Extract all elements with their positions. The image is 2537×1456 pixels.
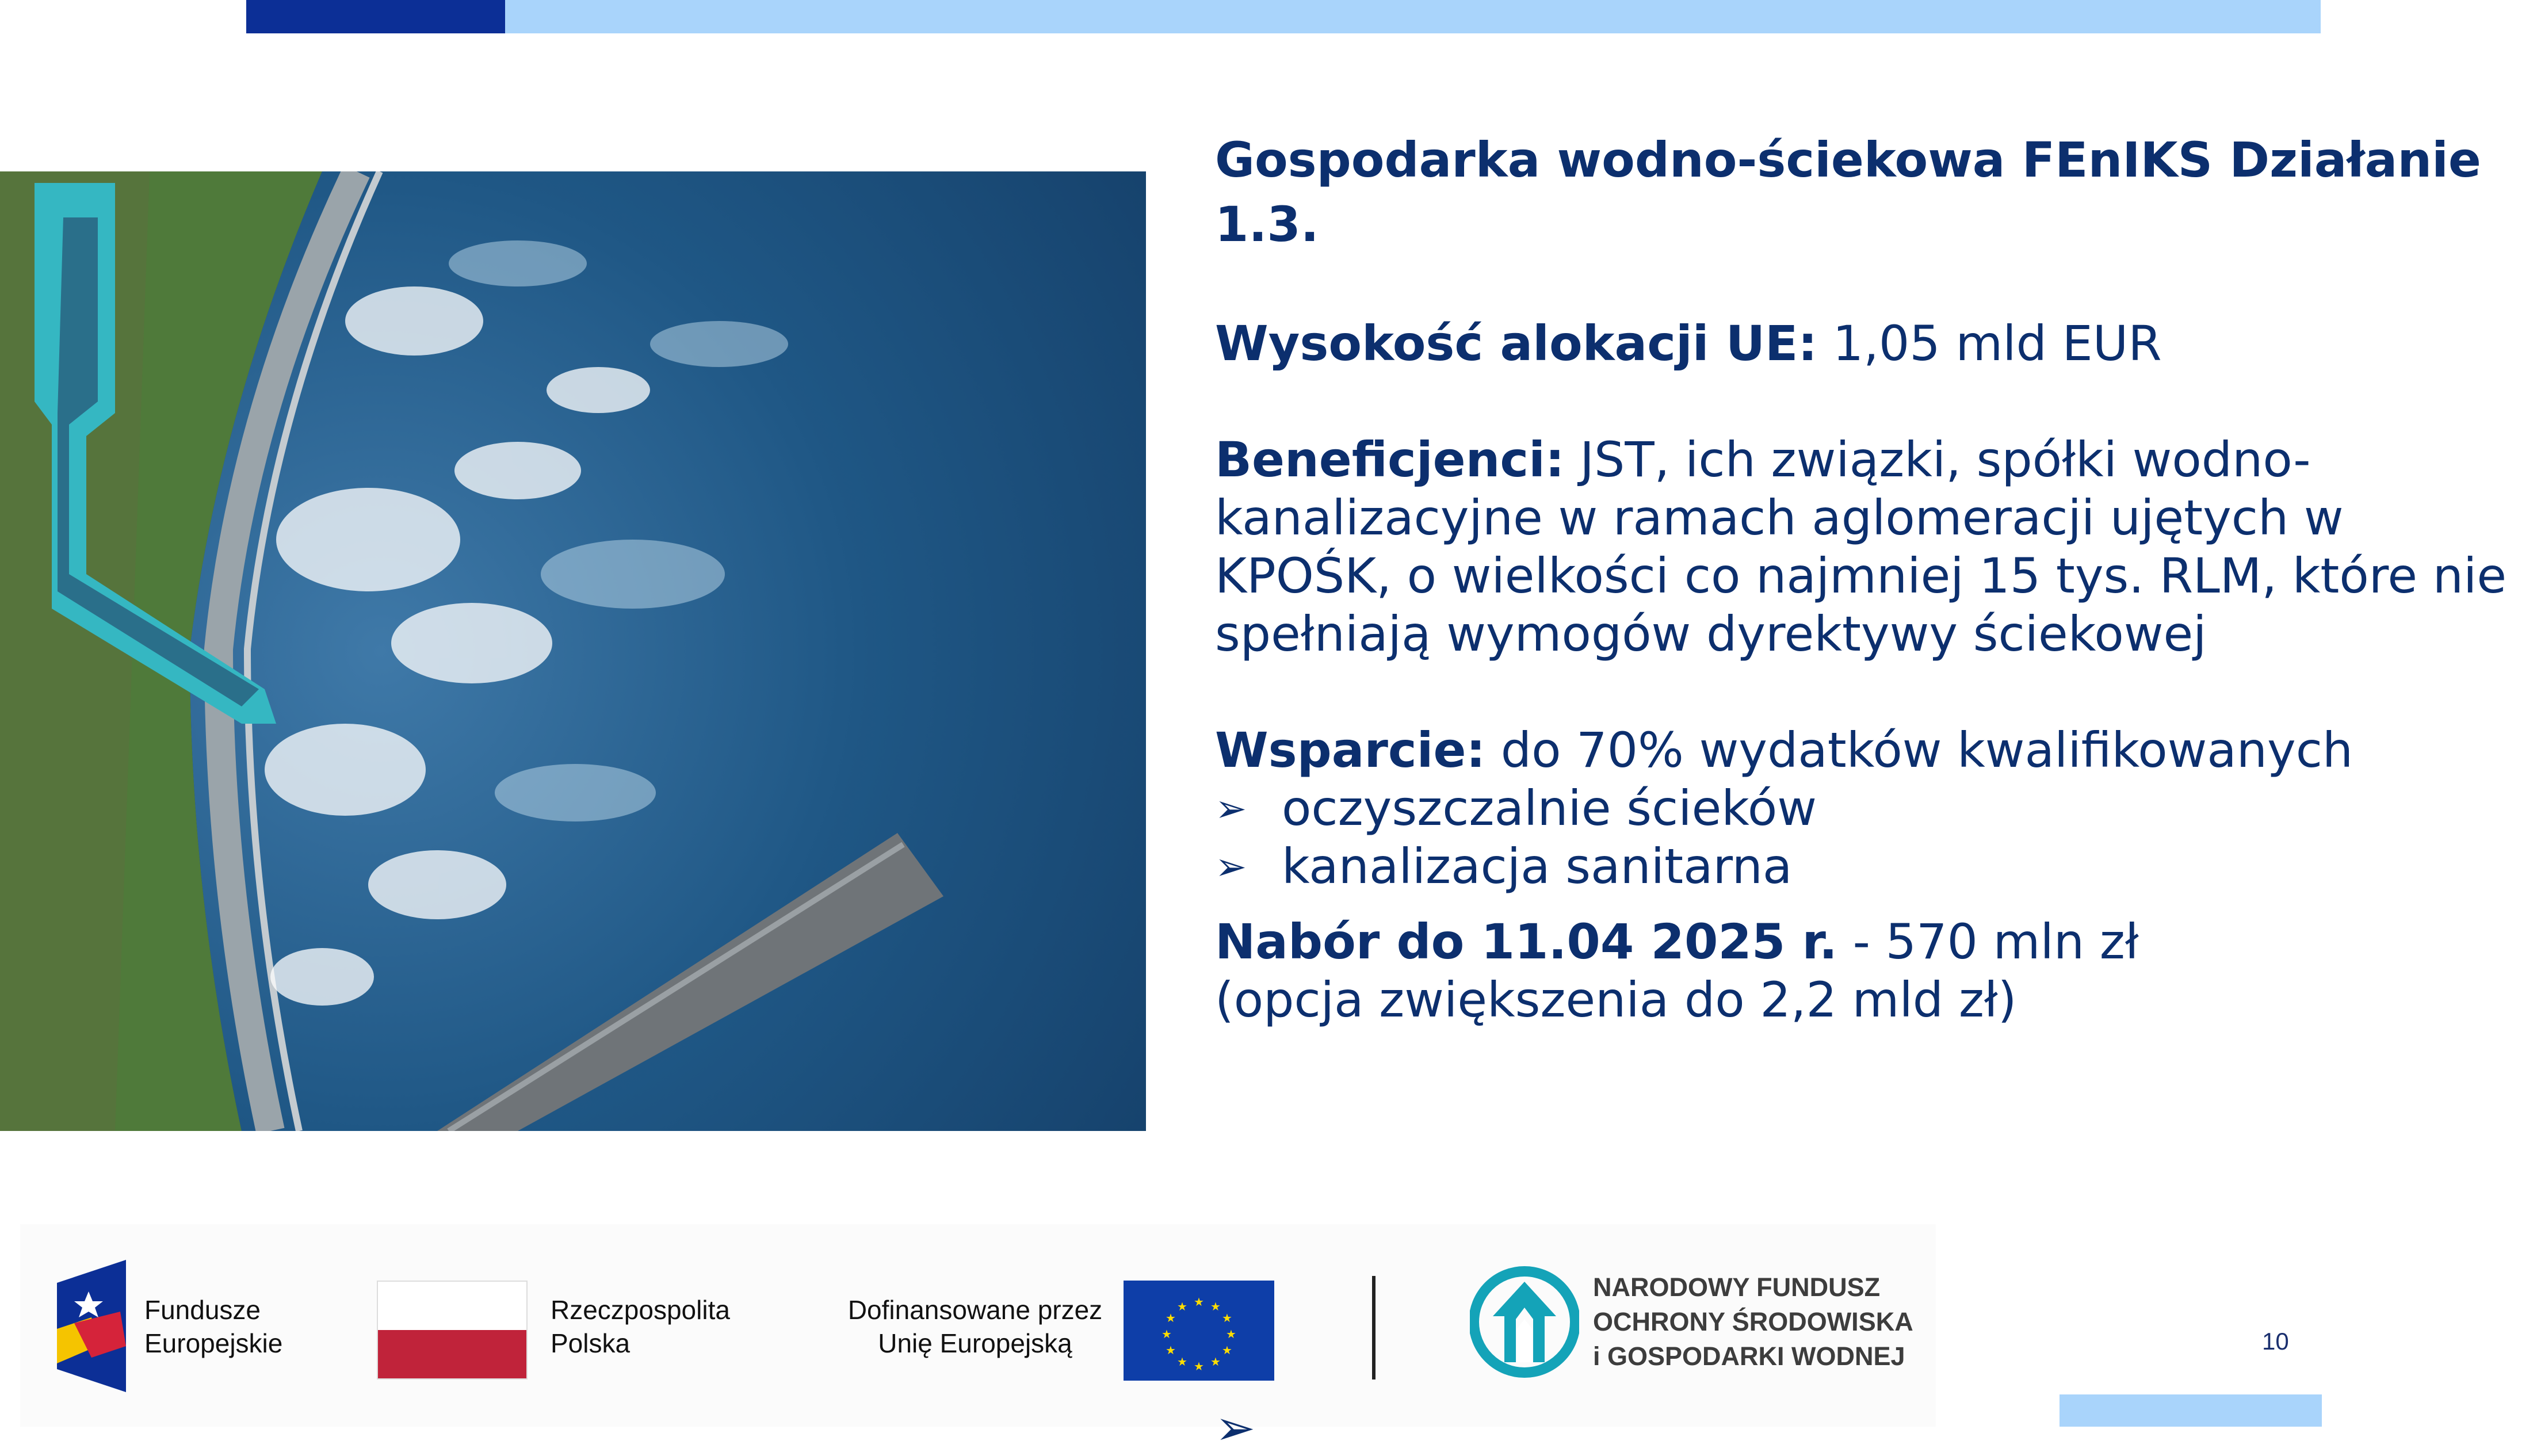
allocation-label: Wysokość alokacji UE: [1215, 315, 1818, 372]
call-line [1215, 913, 2527, 971]
bullet-arrow-icon: ➢ [1215, 844, 1247, 889]
support-line [1215, 721, 2527, 779]
svg-text:★: ★ [1161, 1327, 1172, 1341]
nf-line2: OCHRONY ŚRODOWISKA [1593, 1307, 1913, 1336]
top-accent-bar-dark [246, 0, 505, 33]
nfosigw-text [1593, 1270, 1913, 1374]
beneficiaries-text: JST, ich związki, spółki wodno-kanalizacyjne w ramach aglomeracji ujętych w KPOŚK, o wielkości co najmniej 15 tys. RLM, które nie spełniają wymogów dyrektywy ściekowej [1215, 431, 2507, 662]
eu-line2: Unię Europejską [878, 1328, 1072, 1358]
funding-logos-strip [20, 1224, 1936, 1427]
bullet-item [1215, 838, 2527, 896]
logo-divider [1372, 1276, 1376, 1379]
pl-line1: Rzeczpospolita [551, 1295, 730, 1325]
svg-text:★: ★ [1210, 1300, 1221, 1313]
slide-title: Gospodarka wodno-ściekowa FEnIKS Działanie 1.3. [1215, 132, 2481, 253]
pl-line2: Polska [551, 1328, 631, 1358]
bottom-accent-bar [2060, 1394, 2322, 1427]
call-label: Nabór do 11.04 2025 r. [1215, 914, 1837, 970]
eu-flag-icon [1124, 1281, 1274, 1381]
call-option: (opcja zwiększenia do 2,2 mld zł) [1215, 972, 2017, 1028]
eu-cofinanced-text [814, 1293, 1136, 1360]
bullet-text: kanalizacja sanitarna [1282, 838, 1793, 895]
call-text: - 570 mln zł [1837, 914, 2139, 970]
top-accent-bar-light [505, 0, 2321, 33]
beneficiaries-label: Beneficjenci: [1215, 431, 1565, 488]
bullet-item [1215, 779, 2527, 838]
fundusze-europejskie-text [144, 1293, 282, 1360]
fe-line2: Europejskie [144, 1328, 283, 1358]
allocation-line [1215, 315, 2527, 373]
content-block [1215, 128, 2527, 1029]
svg-text:★: ★ [1194, 1359, 1204, 1373]
svg-text:★: ★ [1210, 1355, 1221, 1369]
nf-line1: NARODOWY FUNDUSZ [1593, 1272, 1881, 1302]
svg-text:★: ★ [1166, 1311, 1176, 1325]
fe-line1: Fundusze [144, 1295, 261, 1325]
svg-text:★: ★ [1222, 1311, 1232, 1325]
bullet-arrow-icon: ➢ [1215, 786, 1247, 831]
beneficiaries-paragraph [1215, 431, 2527, 663]
fundusze-europejskie-logo [57, 1260, 143, 1392]
svg-text:★: ★ [1166, 1343, 1176, 1357]
svg-text:★: ★ [1222, 1343, 1232, 1357]
polish-flag [377, 1281, 528, 1379]
page-number: 10 [2262, 1328, 2289, 1355]
svg-text:★: ★ [1226, 1327, 1236, 1341]
support-label: Wsparcie: [1215, 722, 1486, 778]
nfosigw-logo [1470, 1264, 1579, 1379]
bullet-text: oczyszczalnie ścieków [1282, 780, 1817, 836]
eu-line1: Dofinansowane przez [847, 1295, 1103, 1325]
overflow-bullet-fragment: ➢ [1215, 1400, 1256, 1456]
allocation-value: 1,05 mld EUR [1817, 315, 2162, 372]
svg-text:★: ★ [1177, 1300, 1187, 1313]
nf-line3: i GOSPODARKI WODNEJ [1593, 1342, 1905, 1371]
rzeczpospolita-text [551, 1293, 730, 1360]
svg-text:★: ★ [1177, 1355, 1187, 1369]
support-text: do 70% wydatków kwalifikowanych [1485, 722, 2353, 778]
svg-text:★: ★ [1194, 1295, 1204, 1309]
wastewater-treatment-photo [0, 171, 1146, 1131]
